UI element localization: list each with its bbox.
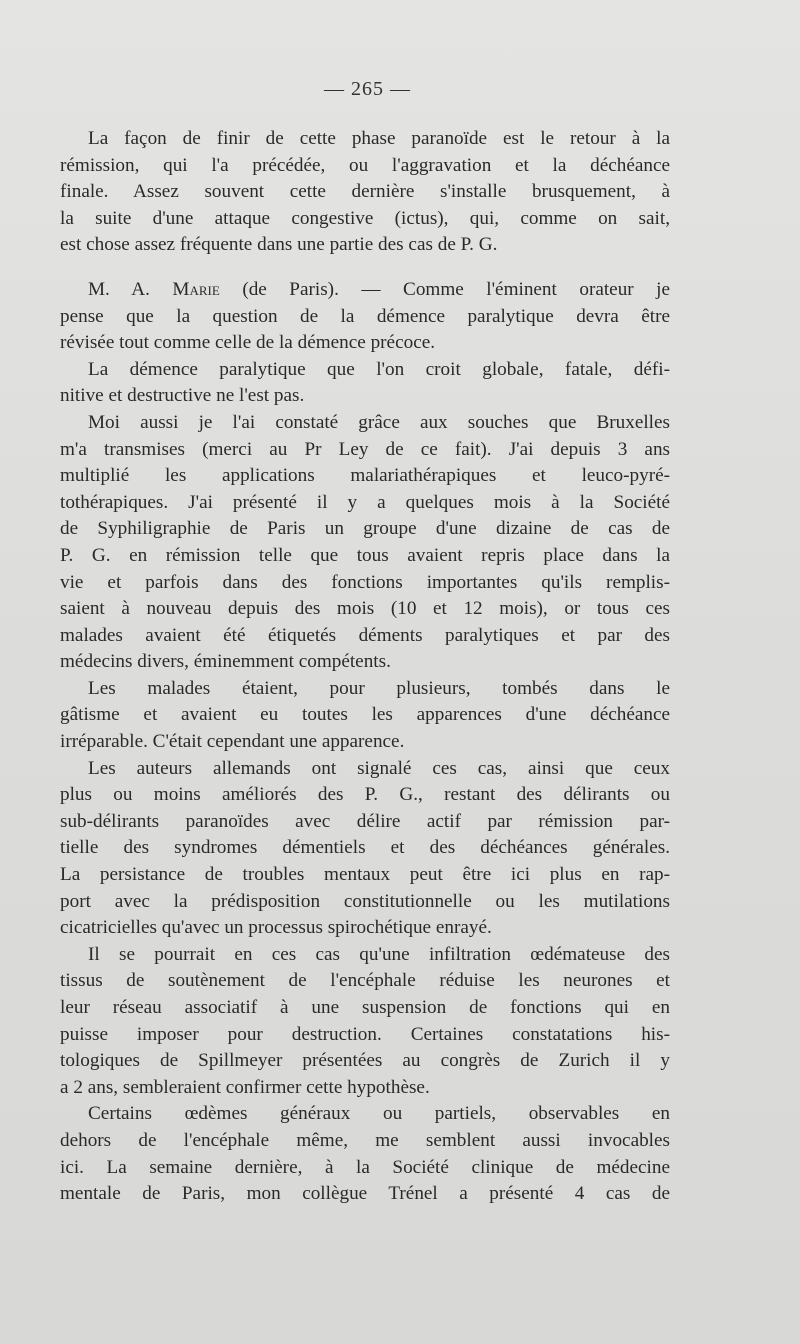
- paragraph-7: [60, 942, 670, 1102]
- paragraph-4: [60, 410, 670, 676]
- text-line: cicatricielles qu'avec un processus spirochétique enrayé.: [60, 917, 492, 939]
- text-line: La façon de finir de cette phase paranoïde est le retour à la: [88, 128, 670, 149]
- text-line: plus ou moins améliorés des P. G., restant des délirants ou: [60, 784, 670, 806]
- text-line: pense que la question de la démence paralytique devra être: [60, 305, 670, 327]
- text-line-rest: (de Paris). — Comme l'éminent orateur je: [219, 278, 671, 300]
- paragraph-1: [60, 126, 670, 259]
- text-line: rémission, qui l'a précédée, ou l'aggravation et la déchéance: [60, 154, 670, 176]
- text-line: malades avaient été étiquetés déments paralytiques et par des: [60, 624, 670, 646]
- text-line: m'a transmises (merci au Pr Ley de ce fait). J'ai depuis 3 ans: [60, 438, 670, 460]
- text-line: vie et parfois dans des fonctions importantes qu'ils remplis-: [60, 571, 670, 593]
- text-line: tothérapiques. J'ai présenté il y a quelques mois à la Société: [60, 491, 670, 513]
- text-line: est chose assez fréquente dans une partie des cas de P. G.: [60, 234, 498, 256]
- text-line: tissus de soutènement de l'encéphale réduise les neurones et: [60, 970, 670, 992]
- text-line: gâtisme et avaient eu toutes les apparences d'une déchéance: [60, 704, 670, 726]
- text-line: La persistance de troubles mentaux peut être ici plus en rap-: [60, 864, 670, 886]
- text-line: finale. Assez souvent cette dernière s'installe brusquement, à: [60, 181, 670, 203]
- text-line: la suite d'une attaque congestive (ictus), qui, comme on sait,: [60, 207, 670, 229]
- text-line: Il se pourrait en ces cas qu'une infiltration œdémateuse des: [88, 943, 670, 965]
- text-line: dehors de l'encéphale même, me semblent aussi invocables: [60, 1129, 670, 1151]
- body-text: [60, 126, 670, 1208]
- text-line: sub-délirants paranoïdes avec délire actif par rémission par-: [60, 810, 670, 832]
- text-line: de Syphiligraphie de Paris un groupe d'une dizaine de cas de: [60, 518, 670, 540]
- text-line: tielle des syndromes démentiels et des déchéances générales.: [60, 837, 670, 859]
- text-line: Certains œdèmes généraux ou partiels, observables en: [88, 1103, 670, 1125]
- text-line: nitive et destructive ne l'est pas.: [60, 385, 305, 407]
- speaker-name: M. A. Marie: [88, 278, 220, 300]
- text-line: irréparable. C'était cependant une apparence.: [60, 731, 405, 753]
- text-line: leur réseau associatif à une suspension de fonctions qui en: [60, 997, 670, 1018]
- paragraph-2: [60, 277, 670, 357]
- paragraph-5: [60, 676, 670, 756]
- text-line: [60, 277, 670, 304]
- text-line: tologiques de Spillmeyer présentées au congrès de Zurich il y: [60, 1050, 670, 1072]
- text-line: a 2 ans, sembleraient confirmer cette hypothèse.: [60, 1076, 430, 1098]
- text-line: mentale de Paris, mon collègue Trénel a présenté 4 cas de: [60, 1183, 670, 1205]
- text-line: Moi aussi je l'ai constaté grâce aux souches que Bruxelles: [88, 411, 670, 433]
- paragraph-6: [60, 756, 670, 942]
- text-line: puisse imposer pour destruction. Certaines constatations his-: [60, 1023, 670, 1045]
- paragraph-8: [60, 1101, 670, 1207]
- text-line: La démence paralytique que l'on croit globale, fatale, défi-: [88, 358, 670, 380]
- text-line: port avec la prédisposition constitutionnelle ou les mutilations: [60, 890, 670, 912]
- text-line: P. G. en rémission telle que tous avaient repris place dans la: [60, 544, 670, 566]
- text-line: multiplié les applications malariathérapiques et leuco-pyré-: [60, 465, 670, 487]
- text-line: ici. La semaine dernière, à la Société clinique de médecine: [60, 1156, 670, 1178]
- text-line: Les malades étaient, pour plusieurs, tombés dans le: [88, 677, 670, 699]
- page-number: — 265 —: [324, 78, 411, 100]
- text-line: Les auteurs allemands ont signalé ces cas, ainsi que ceux: [88, 757, 670, 779]
- text-line: saient à nouveau depuis des mois (10 et 12 mois), or tous ces: [60, 598, 670, 620]
- paragraph-3: [60, 357, 670, 410]
- text-line: médecins divers, éminemment compétents.: [60, 651, 391, 673]
- text-line: révisée tout comme celle de la démence précoce.: [60, 332, 436, 354]
